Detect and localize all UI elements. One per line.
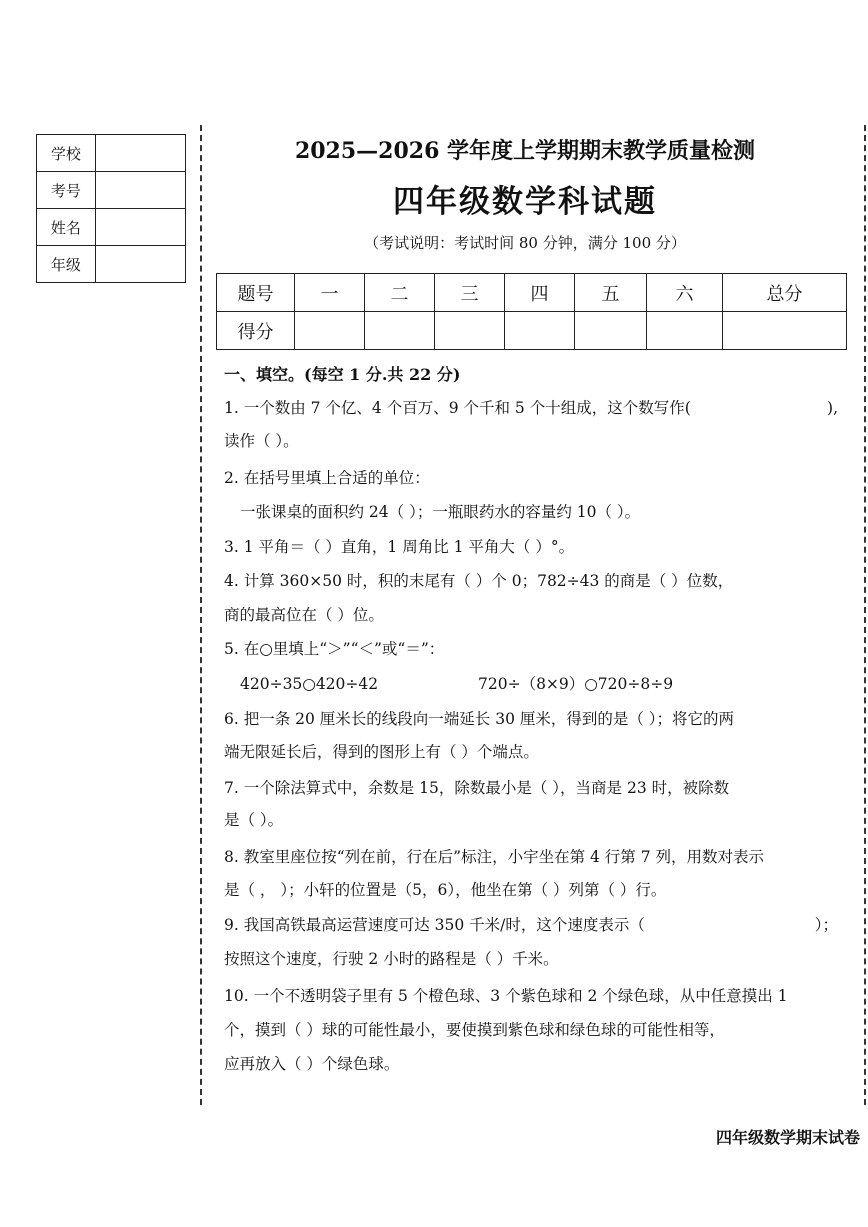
question-line: 个，摸到（ ）球的可能性最小，要使摸到紫色球和绿色球的可能性相等，	[224, 1021, 725, 1039]
question-line: 4. 计算 360×50 时，积的末尾有（ ）个 0；782÷43 的商是（ ）位数，	[224, 572, 734, 590]
question-text: 9. 我国高铁最高运营速度可达 350 千米/时，这个速度表示（	[224, 916, 645, 934]
score-cell[interactable]	[505, 312, 575, 350]
question-text: 1. 一个数由 7 个亿、4 个百万、9 个千和 5 个十组成，这个数写作(	[224, 399, 691, 417]
info-row-grade	[37, 246, 186, 283]
score-row-label: 题号	[217, 274, 295, 312]
question-line	[240, 672, 838, 696]
info-label: 考号	[37, 172, 96, 209]
question-line: 10. 一个不透明袋子里有 5 个橙色球、3 个紫色球和 2 个绿色球，从中任意摸出 1	[224, 987, 788, 1005]
question-line	[224, 913, 838, 937]
name-field[interactable]	[95, 209, 185, 246]
score-cell[interactable]	[435, 312, 505, 350]
exam-number-field[interactable]	[95, 172, 185, 209]
score-col-header: 五	[575, 274, 647, 312]
question-line: 一张课桌的面积约 24（ ）；一瓶眼药水的容量约 10（ ）。	[240, 503, 641, 521]
question-line: 2. 在括号里填上合适的单位：	[224, 469, 430, 487]
score-cell[interactable]	[295, 312, 365, 350]
question-line: 应再放入（ ）个绿色球。	[224, 1055, 400, 1073]
question-line: 是（ ， ）；小轩的位置是（5，6），他坐在第（ ）列第（ ）行。	[224, 881, 667, 899]
question-line: 6. 把一条 20 厘米长的线段向一端延长 30 厘米，得到的是（ ）；将它的两	[224, 710, 735, 728]
binding-line-left	[200, 125, 202, 1105]
score-header-row	[217, 274, 847, 312]
info-label: 学校	[37, 135, 96, 172]
score-cell[interactable]	[723, 312, 847, 350]
question-line: 端无限延长后，得到的图形上有（ ）个端点。	[224, 743, 539, 761]
score-col-header: 三	[435, 274, 505, 312]
question-line: 3. 1 平角＝（ ）直角，1 周角比 1 平角大（ ）°。	[224, 538, 575, 556]
score-col-header: 二	[365, 274, 435, 312]
school-field[interactable]	[95, 135, 185, 172]
section-heading: 一、填空。(每空 1 分.共 22 分)	[224, 365, 461, 384]
question-line: 8. 教室里座位按“列在前，行在后”标注，小宇坐在第 4 行第 7 列，用数对表示	[224, 848, 764, 866]
question-line: 7. 一个除法算式中，余数是 15，除数最小是（ ），当商是 23 时，被除数	[224, 779, 730, 797]
score-cell[interactable]	[647, 312, 723, 350]
grade-field[interactable]	[95, 246, 185, 283]
score-col-header: 总分	[723, 274, 847, 312]
binding-line-right	[864, 125, 866, 1105]
comparison-right: 720÷（8×9）○720÷8÷9	[478, 675, 674, 693]
question-text: ),	[827, 399, 838, 417]
score-cell[interactable]	[365, 312, 435, 350]
question-line: 商的最高位在（ ）位。	[224, 606, 384, 624]
question-line: 是（ ）。	[224, 811, 284, 829]
score-cell[interactable]	[575, 312, 647, 350]
score-row-label: 得分	[217, 312, 295, 350]
question-line: 按照这个速度，行驶 2 小时的路程是（ ）千米。	[224, 950, 559, 968]
info-row-school	[37, 135, 186, 172]
score-col-header: 六	[647, 274, 723, 312]
page-footer: 四年级数学期末试卷	[716, 1128, 861, 1147]
exam-note: （考试说明：考试时间 80 分钟，满分 100 分）	[364, 234, 686, 252]
exam-title-line2: 四年级数学科试题	[393, 184, 657, 220]
info-label: 年级	[37, 246, 96, 283]
info-row-exam-number	[37, 172, 186, 209]
student-info-table	[36, 134, 186, 283]
question-line: 读作（ ）。	[224, 432, 299, 450]
score-table	[216, 273, 847, 350]
exam-title-line1: 2025—2026 学年度上学期期末教学质量检测	[294, 138, 756, 164]
info-label: 姓名	[37, 209, 96, 246]
question-line	[224, 396, 838, 420]
question-line: 5. 在○里填上“＞”“＜”或“＝”：	[224, 640, 445, 658]
question-text: ）；	[814, 916, 838, 934]
score-value-row	[217, 312, 847, 350]
score-col-header: 四	[505, 274, 575, 312]
score-col-header: 一	[295, 274, 365, 312]
comparison-left: 420÷35○420÷42	[240, 675, 379, 693]
info-row-name	[37, 209, 186, 246]
